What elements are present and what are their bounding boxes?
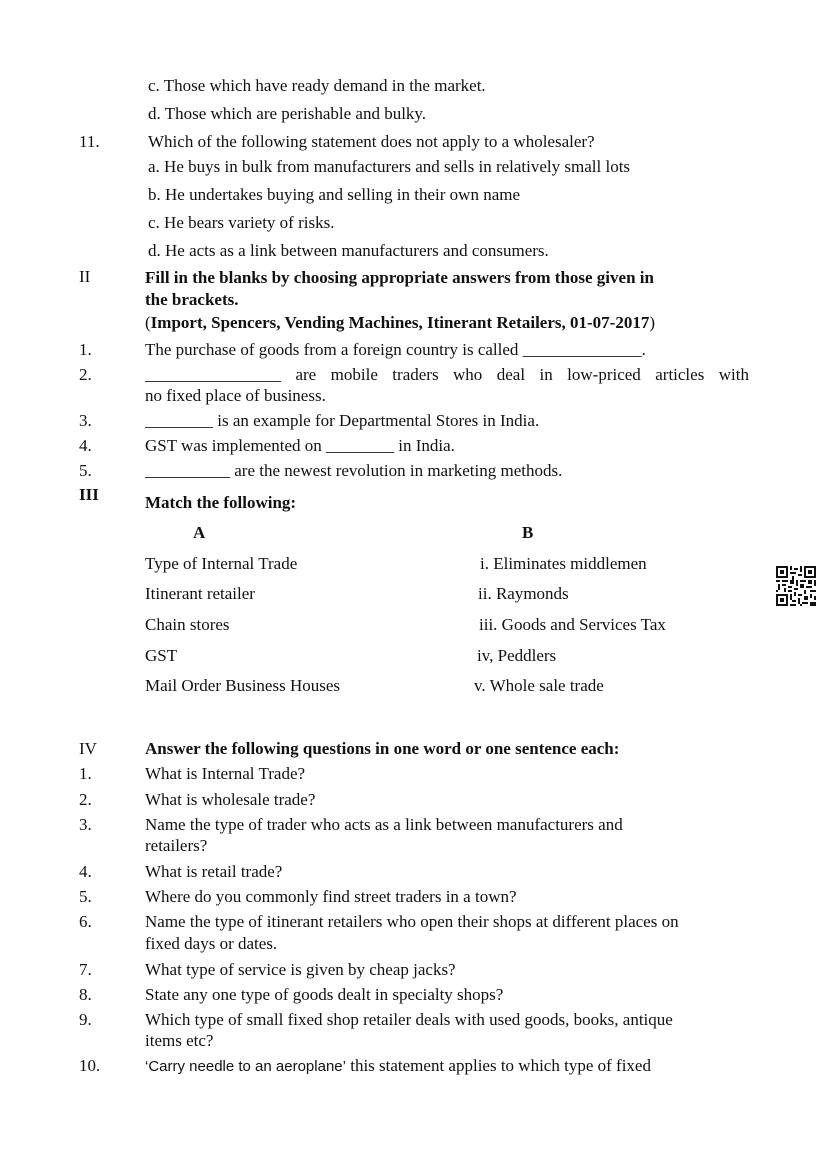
item-number: 3. <box>79 411 92 430</box>
question-text-cont: retailers? <box>145 836 208 855</box>
match-b-item: v. Whole sale trade <box>474 676 604 695</box>
item-number: 1. <box>79 764 92 783</box>
item-number: 5. <box>79 461 92 480</box>
question-text: What type of service is given by cheap jacks? <box>145 960 456 979</box>
item-number: 10. <box>79 1056 101 1075</box>
match-b-item: iv, Peddlers <box>477 646 557 665</box>
section-numeral: III <box>79 485 99 504</box>
match-a-item: Itinerant retailer <box>145 584 255 603</box>
option-d: d. Those which are perishable and bulky. <box>148 104 427 123</box>
match-b-item: ii. Raymonds <box>478 584 569 603</box>
match-a-item: Type of Internal Trade <box>145 554 298 573</box>
question-text: State any one type of goods dealt in specialty shops? <box>145 985 504 1004</box>
item-number: 4. <box>79 436 92 455</box>
option-a: a. He buys in bulk from manufacturers and sells in relatively small lots <box>148 157 631 176</box>
item-number: 3. <box>79 815 92 834</box>
fill-blank-text: ________ is an example for Departmental Stores in India. <box>145 411 540 430</box>
column-a-header: A <box>193 523 206 542</box>
section-heading: Match the following: <box>145 493 297 512</box>
option-b: b. He undertakes buying and selling in their own name <box>148 185 521 204</box>
question-text: What is Internal Trade? <box>145 764 306 783</box>
question-text: Name the type of trader who acts as a link between manufacturers and <box>145 815 623 834</box>
question-number: 11. <box>79 132 100 151</box>
item-number: 5. <box>79 887 92 906</box>
item-number: 2. <box>79 365 92 384</box>
question-text <box>145 1056 651 1077</box>
answer-choice-list: Import, Spencers, Vending Machines, Itinerant Retailers, 01-07-2017 <box>150 313 650 332</box>
item-number: 7. <box>79 960 92 979</box>
question-text: Name the type of itinerant retailers who open their shops at different places on <box>145 912 679 931</box>
fill-blank-text: GST was implemented on ________ in India. <box>145 436 455 455</box>
section-heading: Fill in the blanks by choosing appropriate answers from those given in <box>145 268 654 287</box>
question-text: What is wholesale trade? <box>145 790 316 809</box>
question-text-cont: fixed days or dates. <box>145 934 278 953</box>
fill-blank-text: The purchase of goods from a foreign country is called ______________. <box>145 340 646 359</box>
question-text-rest: this statement applies to which type of fixed <box>345 1056 651 1075</box>
option-c: c. He bears variety of risks. <box>148 213 335 232</box>
item-number: 8. <box>79 985 92 1004</box>
bracket-close: ) <box>649 313 655 332</box>
item-number: 2. <box>79 790 92 809</box>
section-numeral: IV <box>79 739 97 758</box>
column-b-header: B <box>522 523 534 542</box>
quoted-phrase: ‘Carry needle to an aeroplane’ <box>145 1058 346 1075</box>
section-heading: Answer the following questions in one word or one sentence each: <box>145 739 620 758</box>
option-c: c. Those which have ready demand in the market. <box>148 76 486 95</box>
question-text: Which type of small fixed shop retailer deals with used goods, books, antique <box>145 1010 673 1029</box>
match-b-item: i. Eliminates middlemen <box>480 554 647 573</box>
match-a-item: GST <box>145 646 178 665</box>
option-d: d. He acts as a link between manufacturers and consumers. <box>148 241 549 260</box>
section-numeral: II <box>79 267 91 286</box>
qr-code-icon <box>776 566 816 606</box>
fill-blank-text: ________________ are mobile traders who deal in low-priced articles with <box>145 365 749 384</box>
question-text: What is retail trade? <box>145 862 283 881</box>
fill-blank-text-cont: no fixed place of business. <box>145 386 326 405</box>
match-a-item: Chain stores <box>145 615 230 634</box>
bracket-open: ( <box>145 313 151 332</box>
match-b-item: iii. Goods and Services Tax <box>479 615 666 634</box>
match-a-item: Mail Order Business Houses <box>145 676 341 695</box>
item-number: 6. <box>79 912 92 931</box>
item-number: 1. <box>79 340 92 359</box>
answer-choices <box>145 313 655 333</box>
section-heading-cont: the brackets. <box>145 290 239 309</box>
fill-blank-text: __________ are the newest revolution in marketing methods. <box>145 461 563 480</box>
question-text: Where do you commonly find street traders in a town? <box>145 887 517 906</box>
item-number: 4. <box>79 862 92 881</box>
question-text-cont: items etc? <box>145 1031 214 1050</box>
question-text: Which of the following statement does not apply to a wholesaler? <box>148 132 595 151</box>
item-number: 9. <box>79 1010 92 1029</box>
